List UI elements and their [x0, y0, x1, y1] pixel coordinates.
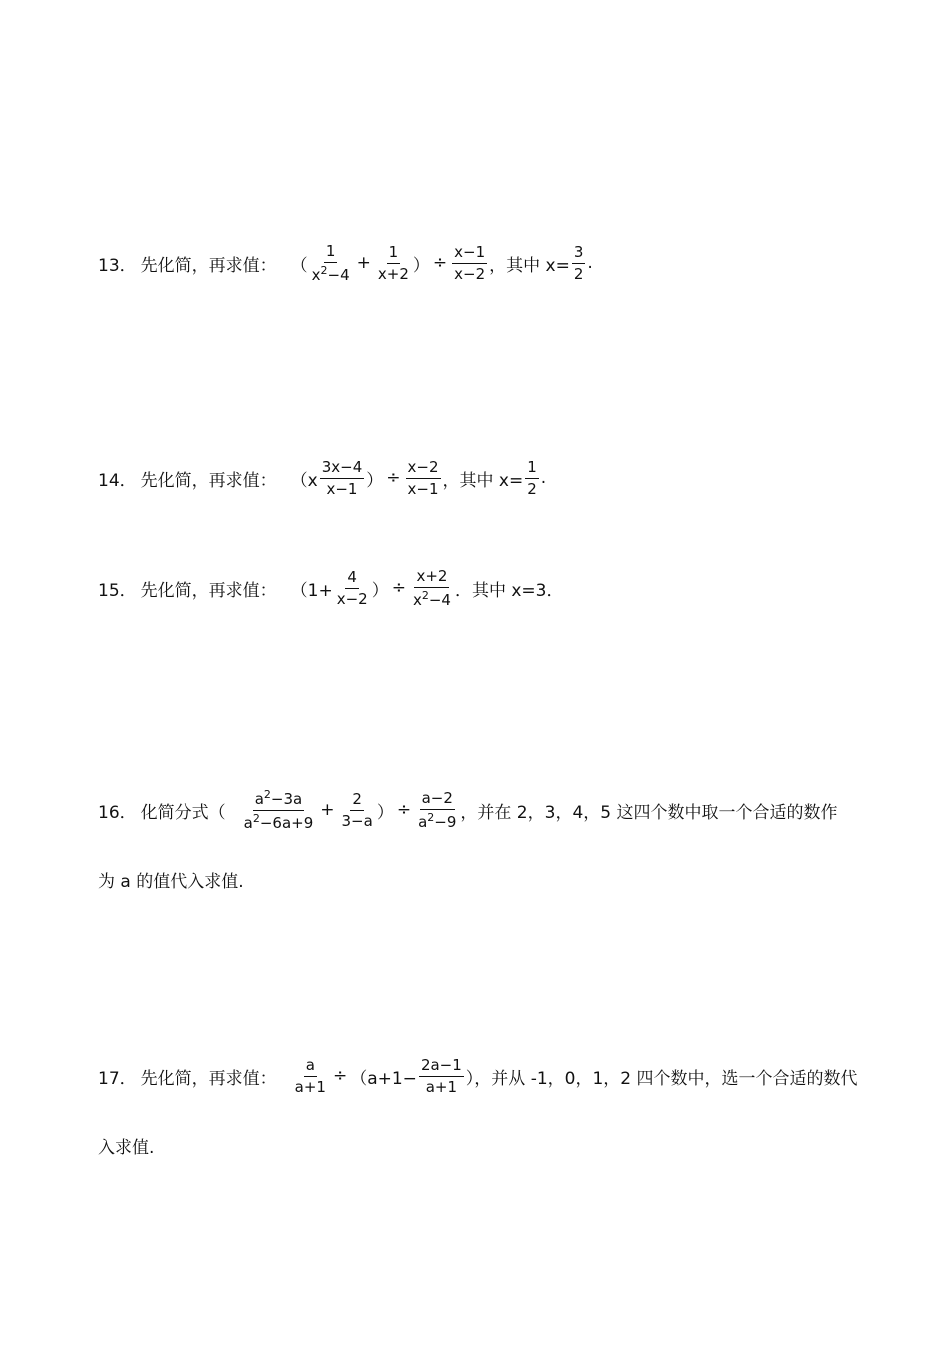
problem-17: 17． 先化简，再求值： $\frac{a}{a+1}$ ÷ （a+1− $\frac{2a-1}{a+1}$ ），并从 -1，0，1，2 四个数中，选一个合适的数代 入求值.: [98, 1056, 858, 1158]
fraction: $\frac{1}{x+2}$: [377, 243, 409, 283]
condition-text: ，并在 2，3，4，5 这四个数中取一个合适的数作: [460, 802, 838, 823]
continuation-line: 为 a 的值代入求值.: [98, 872, 244, 892]
fraction: $\frac{a-2}{a^2-9}$: [418, 789, 457, 831]
condition-text: ．其中 x=3．: [454, 580, 564, 601]
problem-16: 16． 化简分式（ $\frac{a^2-3a}{a^2-6a+9}$ + $\frac{2}{3-a}$ ） ÷ $\frac{a-2}{a^2-9}$ ，并在 2，3，4，5 这四个数中取一个合适的数作 为 a 的值代入求值.: [98, 788, 838, 892]
problem-number: 17．: [98, 1068, 137, 1089]
value-fraction: $\frac{1}{2}$: [527, 458, 537, 498]
fraction: $\frac{a}{a+1}$: [294, 1056, 326, 1096]
problem-number: 14．: [98, 470, 137, 491]
problem-number: 15．: [98, 580, 137, 601]
problem-number: 16．: [98, 802, 137, 823]
fraction: $\frac{3x-4}{x-1}$: [321, 458, 363, 498]
condition-text: ），并从 -1，0，1，2 四个数中，选一个合适的数代: [465, 1068, 858, 1089]
problem-instruction: 先化简，再求值：: [140, 255, 277, 276]
fraction: $\frac{2}{3-a}$: [341, 790, 373, 830]
problem-14: 14． 先化简，再求值： （x $\frac{3x-4}{x-1}$ ） ÷ $\frac{x-2}{x-1}$ ，其中 x= $\frac{1}{2}$ .: [98, 458, 547, 498]
fraction: $\frac{x+2}{x^2-4}$: [412, 567, 451, 609]
fraction: $\frac{x-2}{x-1}$: [407, 458, 439, 498]
problem-number: 13．: [98, 255, 137, 276]
problem-instruction: 先化简，再求值：: [140, 580, 277, 601]
problem-15: 15． 先化简，再求值： （1+ $\frac{4}{x-2}$ ） ÷ $\frac{x+2}{x^2-4}$ ．其中 x=3．: [98, 567, 564, 609]
condition-text: ，其中 x=: [489, 255, 570, 276]
fraction: $\frac{2a-1}{a+1}$: [420, 1056, 462, 1096]
fraction: $\frac{x-1}{x-2}$: [454, 243, 486, 283]
fraction: $\frac{4}{x-2}$: [336, 568, 368, 608]
problem-13: 13． 先化简，再求值： （ $\frac{1}{x^2-4}$ + $\frac{1}{x+2}$ ） ÷ $\frac{x-1}{x-2}$ ，其中 x= $\frac{3}{2}$ .: [98, 242, 593, 284]
problem-instruction: 化简分式（: [140, 802, 226, 823]
fraction: $\frac{a^2-3a}{a^2-6a+9}$: [243, 788, 314, 832]
continuation-line: 入求值.: [98, 1138, 155, 1158]
fraction: $\frac{1}{x^2-4}$: [311, 242, 350, 284]
condition-text: ，其中 x=: [442, 470, 524, 491]
problem-instruction: 先化简，再求值：: [140, 1068, 277, 1089]
value-fraction: $\frac{3}{2}$: [573, 243, 584, 283]
problem-instruction: 先化简，再求值：: [140, 470, 277, 491]
